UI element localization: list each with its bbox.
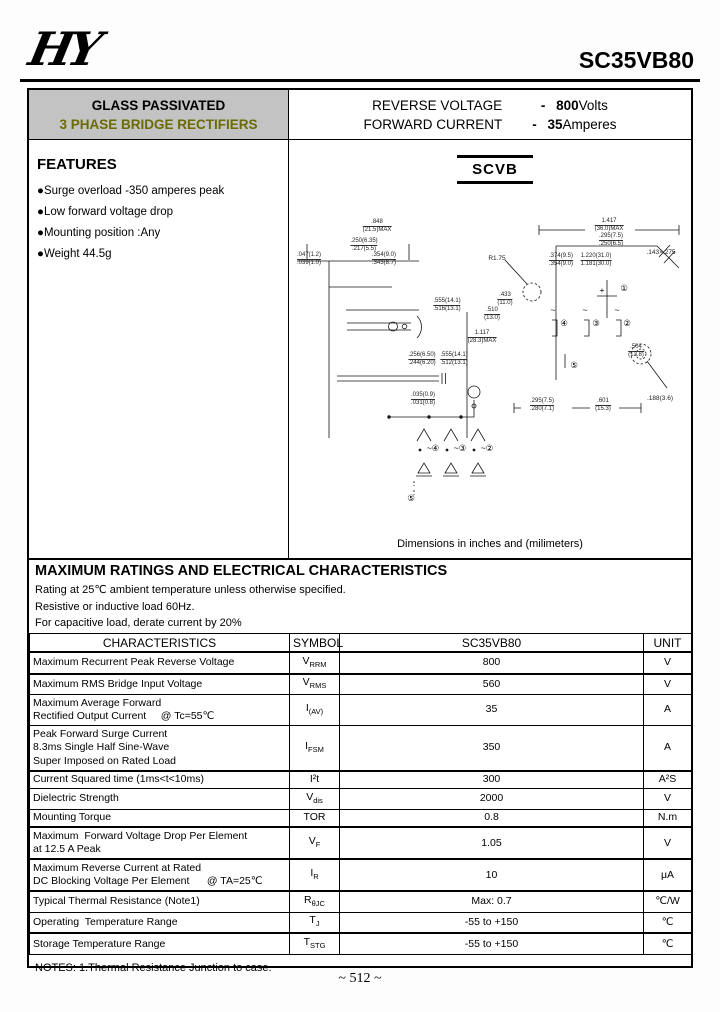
dimension-label: ~ <box>614 305 620 315</box>
hy-logo: HY <box>24 22 103 76</box>
mechanical-drawing <box>289 140 691 558</box>
spec-line: REVERSE VOLTAGE - 800Volts <box>372 97 608 113</box>
ratings-section-header <box>29 560 691 633</box>
dimension-label: 1.417 (36.0)MAX <box>594 218 624 232</box>
spec-lines <box>289 90 691 139</box>
part-number-title: SC35VB80 <box>578 47 694 73</box>
plus-terminal-mark: + <box>599 285 605 295</box>
feature-item: ●Surge overload -350 amperes peak <box>37 185 225 197</box>
glass-passivated-title: GLASS PASSIVATED <box>91 97 226 113</box>
product-type-cell <box>29 90 289 139</box>
features-title: FEATURES <box>37 156 117 173</box>
terminal-3-label: ③ <box>592 318 600 328</box>
table-row: Typical Thermal Resistance (Note1) $R_{\theta JC}$ Max: 0.7 ℃/W <box>30 891 692 912</box>
header-divider <box>20 79 700 82</box>
dimension-label: .143×.275 <box>646 249 676 256</box>
ratings-note: Resistive or inductive load 60Hz. <box>35 600 195 613</box>
terminal-2-label: ② <box>623 318 631 328</box>
dimension-label: .295(7.5) .250(6.5) <box>598 233 624 247</box>
ratings-notes <box>35 582 685 632</box>
feature-item: ●Low forward voltage drop <box>37 206 174 218</box>
dimension-label: .601 (15.3) <box>595 398 611 412</box>
ratings-table <box>29 633 692 955</box>
table-row: Mounting Torque TOR 0.8 N.m <box>30 809 692 827</box>
dimension-label: .250(6.35) .217(5.5) <box>350 238 378 252</box>
dimensions-caption: Dimensions in inches and (milimeters) <box>397 538 583 550</box>
col-header-characteristics: CHARACTERISTICS <box>30 634 290 653</box>
dimension-label: .555(14.1) .512(13.1) <box>440 352 468 366</box>
dimension-label: ~ <box>550 305 556 315</box>
schematic-terminal-3: ~③ <box>453 443 467 453</box>
title-row <box>29 90 691 140</box>
dimension-label: .848 (21.5)MAX <box>362 219 392 233</box>
dimension-label: .295(7.5) .280(7.1) <box>529 398 555 412</box>
package-name-label: SCVB <box>457 155 533 184</box>
col-header-unit: UNIT <box>644 634 692 653</box>
table-row: Storage Temperature Range $T_{STG}$ -55 to +150 ℃ <box>30 933 692 954</box>
footnote: NOTES: 1.Thermal Resistance Junction to case. <box>35 962 272 975</box>
terminal-1-label: ① <box>620 283 628 293</box>
table-row: Dielectric Strength $V_{dis}$ 2000 V <box>30 789 692 810</box>
table-row: Current Squared time (1ms<t<10ms) I²t 300 A²S <box>30 771 692 789</box>
spec-line: FORWARD CURRENT - 35Amperes <box>363 116 617 132</box>
table-row: Maximum Forward Voltage Drop Per Element at 12.5 A Peak $V_F$ 1.05 V <box>30 827 692 859</box>
dimension-label: .256(6.50) .244(6.20) <box>408 352 436 366</box>
dimension-label: .510 (13.0) <box>484 307 500 321</box>
dimension-label: .035(0.9) .031(0.8) <box>410 392 436 406</box>
content-frame <box>27 88 693 975</box>
table-row: Operating Temperature Range $T_J$ -55 to +150 ℃ <box>30 912 692 933</box>
features-and-drawing-row <box>29 140 691 560</box>
features-section <box>29 140 289 558</box>
page-number: ~ 512 ~ <box>338 971 382 986</box>
radius-callout: R1.75 <box>488 255 506 262</box>
dimension-label: 1.220(31.0) 1.181(30.0) <box>580 253 612 267</box>
table-row: Maximum RMS Bridge Input Voltage $V_{RMS}$ 560 V <box>30 674 692 695</box>
table-row: Maximum Average Forward Rectified Output Current @ Tc=55℃ $I_{(AV)}$ 35 A <box>30 695 692 726</box>
features-list <box>37 185 288 260</box>
table-row: Peak Forward Surge Current 8.3ms Single Half Sine-Wave Super Imposed on Rated Load $I_{FSM}$ 350 A <box>30 726 692 771</box>
terminal-4-label: ④ <box>560 318 568 328</box>
bridge-rectifiers-title: 3 PHASE BRIDGE RECTIFIERS <box>59 116 258 132</box>
dimension-label: .433 (11.0) <box>497 292 513 306</box>
ratings-title: MAXIMUM RATINGS AND ELECTRICAL CHARACTERISTICS <box>35 563 448 579</box>
ratings-note: Rating at 25℃ ambient temperature unless otherwise specified. <box>35 584 346 596</box>
feature-item: ●Weight 44.5g <box>37 248 112 260</box>
feature-item: ●Mounting position :Any <box>37 227 161 239</box>
schematic-terminal-4: ~④ <box>426 443 440 453</box>
col-header-partnumber: SC35VB80 <box>340 634 644 653</box>
table-header-row <box>30 634 692 653</box>
col-header-symbol: SYMBOL <box>290 634 340 653</box>
dimension-label: .374(9.5) .354(9.0) <box>548 253 574 267</box>
ratings-note: For capacitive load, derate current by 20% <box>35 617 242 629</box>
dimension-label: .504 (12.8) <box>628 344 644 358</box>
ratings-table-body <box>30 652 692 955</box>
dimension-label: ~ <box>582 305 588 315</box>
dimension-label: .354(9.0) .343(8.7) <box>371 252 397 266</box>
table-row: Maximum Recurrent Peak Reverse Voltage $V_{RRM}$ 800 V <box>30 652 692 674</box>
terminal-5-label: ⑤ <box>570 360 578 370</box>
dimension-label: .555(14.1) .516(13.1) <box>433 298 461 312</box>
schematic-terminal-5: ⑤ <box>407 493 415 503</box>
dimension-label: .188(3.6) <box>646 395 674 402</box>
schematic-terminal-2: ~② <box>480 443 494 453</box>
dimension-label: .047(1.2) .039(1.0) <box>296 252 322 266</box>
table-row: Maximum Reverse Current at Rated DC Blocking Voltage Per Element @ TA=25℃ $I_R$ 10 μA <box>30 859 692 891</box>
dimension-label: 1.117 (28.3)MAX <box>467 330 497 344</box>
